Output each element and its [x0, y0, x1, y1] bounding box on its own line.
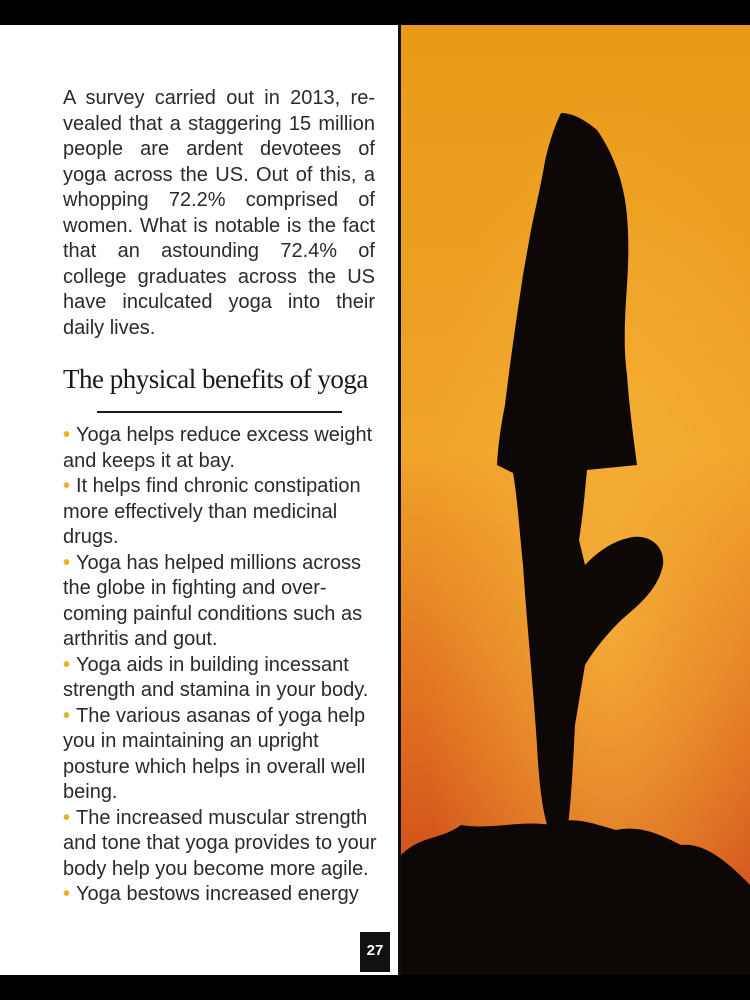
page-number: 27 [360, 932, 390, 972]
list-item: • Yoga helps reduce excess weight and keeps it at bay. [63, 424, 373, 472]
bullet-icon: • [63, 653, 71, 676]
sunset-yoga-image [401, 25, 750, 975]
yoga-silhouette-photo [401, 25, 750, 975]
list-item: • Yoga bestows increased energy [63, 883, 359, 905]
list-item: • It helps find chronic constipation more effectively than medicinal drugs. [63, 475, 361, 548]
list-item: • The various asanas of yoga help you in maintaining an upright posture which helps in overall well being. [63, 704, 366, 803]
heading-underline [97, 411, 342, 413]
bullet-icon: • [63, 424, 71, 446]
bullet-icon: • [63, 806, 71, 829]
top-bar [0, 0, 750, 25]
bullet-icon: • [63, 883, 71, 905]
list-item: • Yoga has helped millions across the globe in fighting and overcoming painful conditions such as arthritis and gout. [63, 551, 363, 650]
list-item: • The increased muscular strength and tone that yoga provides to your body help you become more agile. [63, 806, 377, 880]
bullet-icon: • [63, 551, 71, 574]
bullet-icon: • [63, 475, 71, 497]
list-item: • Yoga aids in building incessant strength and stamina in your body. [63, 653, 369, 701]
intro-paragraph: A survey carried out in 2013, revealed that a staggering 15 million people are ardent devotees of yoga across the US. Out of this, a whopping 72.2% comprised of women. What is notable is the fact that an astounding 72.4% of college graduates across the US have inculcated yoga into their daily lives. [63, 87, 375, 339]
section-heading: The physical benefits of yoga [63, 364, 368, 394]
benefits-list [63, 423, 379, 908]
bottom-bar [0, 975, 750, 1000]
bullet-icon: • [63, 704, 71, 727]
